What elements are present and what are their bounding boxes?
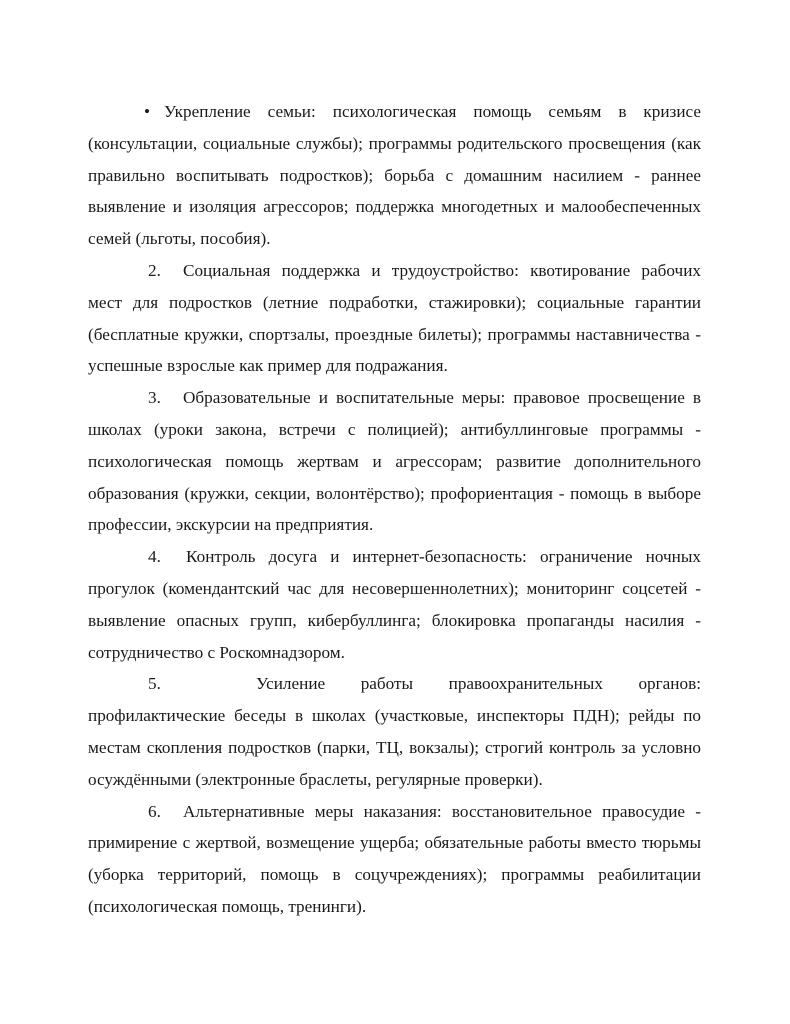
bullet-paragraph-family bbox=[88, 96, 701, 255]
section-2-paragraph bbox=[88, 255, 701, 382]
section-4-paragraph bbox=[88, 541, 701, 668]
bullet-marker: • bbox=[144, 102, 151, 121]
section-4-text: Контроль досуга и интернет-безопасность: ограничение ночных прогулок (комендантский час для несовершеннолетних); мониторинг соцсетей - выявление опасных групп, кибербуллинга; блокировка пропаганды насилия - сотрудничество с Роскомнадзором. bbox=[88, 547, 701, 662]
section-6-paragraph bbox=[88, 796, 701, 923]
section-3-paragraph bbox=[88, 382, 701, 541]
section-3-number: 3. bbox=[148, 388, 161, 408]
document-body bbox=[88, 96, 701, 923]
section-2-text: Социальная поддержка и трудоустройство: квотирование рабочих мест для подростков (летние подработки, стажировки); социальные гарантии (бесплатные кружки, спортзалы, проездные билеты); программы наставничества - успешные взрослые как пример для подражания. bbox=[88, 260, 701, 376]
section-6-number: 6. bbox=[148, 801, 161, 821]
section-5-paragraph bbox=[88, 668, 701, 795]
bullet-paragraph-text: Укрепление семьи: психологическая помощь семьям в кризисе (консультации, социальные службы); программы родительского просвещения (как правильно воспитывать подростков); борьба с домашним насилием - раннее выявление и изоляция агрессоров; поддержка многодетных и малообеспеченных семей (льготы, пособия). bbox=[88, 102, 701, 249]
section-4-number: 4. bbox=[148, 547, 161, 567]
section-3-text: Образовательные и воспитательные меры: правовое просвещение в школах (уроки закона, встречи с полицией); антибуллинговые программы - психологическая помощь жертвам и агрессорам; развитие дополнительного образования (кружки, секции, волонтёрство); профориентация - помощь в выборе профессии, экскурсии на предприятия. bbox=[88, 388, 701, 535]
section-6-text: Альтернативные меры наказания: восстановительное правосудие - примирение с жертвой, возмещение ущерба; обязательные работы вместо тюрьмы (уборка территорий, помощь в соцучреждениях); программы реабилитации (психологическая помощь, тренинги). bbox=[88, 801, 701, 916]
section-5-number: 5. bbox=[148, 674, 161, 694]
section-5-text: Усиление работы правоохранительных органов: профилактические беседы в школах (участковые, инспекторы ПДН); рейды по местам скопления подростков (парки, ТЦ, вокзалы); строгий контроль за условно осуждёнными (электронные браслеты, регулярные проверки). bbox=[88, 674, 701, 789]
section-2-number: 2. bbox=[148, 260, 161, 280]
